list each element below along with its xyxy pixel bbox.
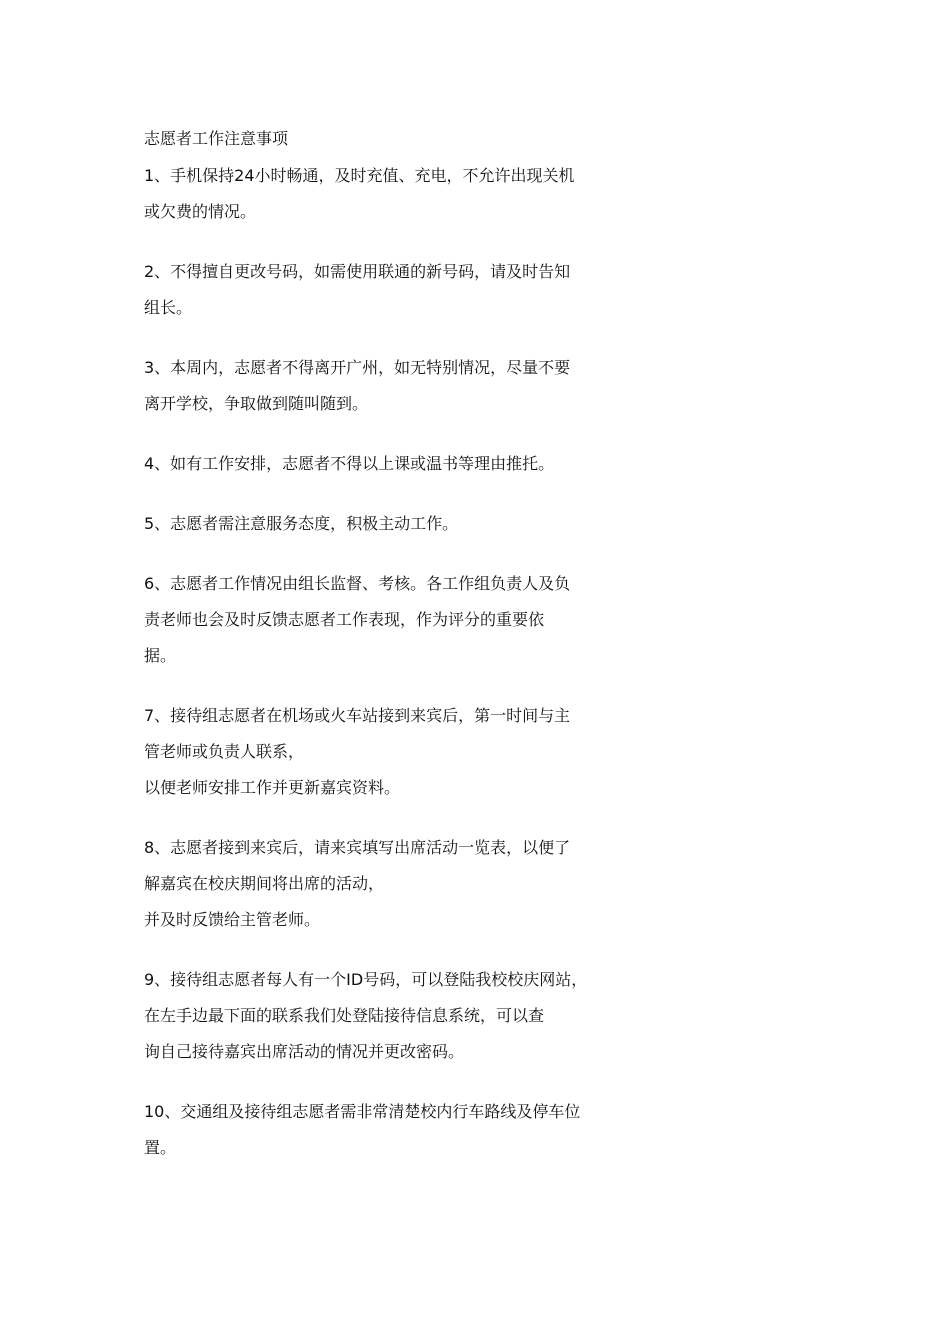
notice-item-line: 组长。 [144,298,193,317]
notice-item-line: 或欠费的情况。 [144,202,257,221]
notice-item [144,506,614,542]
document-body [144,126,614,1166]
notice-item [144,566,614,674]
notice-item-line: 置。 [144,1138,177,1157]
notice-list [144,158,614,1166]
notice-item-line: 以便老师安排工作并更新嘉宾资料。 [144,778,401,797]
paragraph-gap [144,674,614,698]
paragraph-gap [144,482,614,506]
notice-item-line: 2、不得擅自更改号码，如需使用联通的新号码，请及时告知 [144,262,571,281]
notice-item-line: 离开学校，争取做到随叫随到。 [144,394,369,413]
notice-item-line: 并及时反馈给主管老师。 [144,910,321,929]
notice-item [144,830,614,938]
notice-item-line: 管老师或负责人联系， [144,742,305,761]
notice-item [144,698,614,806]
paragraph-gap [144,1070,614,1094]
paragraph-gap [144,422,614,446]
notice-item-line: 6、志愿者工作情况由组长监督、考核。各工作组负责人及负 [144,574,571,593]
notice-item-line: 7、接待组志愿者在机场或火车站接到来宾后，第一时间与主 [144,706,571,725]
notice-item [144,1094,614,1166]
notice-item-line: 询自己接待嘉宾出席活动的情况并更改密码。 [144,1042,465,1061]
notice-item-line: 解嘉宾在校庆期间将出席的活动， [144,874,385,893]
paragraph-gap [144,806,614,830]
document-title: 志愿者工作注意事项 [144,129,289,148]
notice-item [144,158,614,230]
notice-item-line: 9、接待组志愿者每人有一个ID号码，可以登陆我校校庆网站， [144,970,588,989]
notice-item-line: 责老师也会及时反馈志愿者工作表现，作为评分的重要依 [144,610,545,629]
paragraph-gap [144,542,614,566]
notice-item [144,962,614,1070]
notice-item [144,254,614,326]
notice-item-line: 3、本周内，志愿者不得离开广州，如无特别情况，尽量不要 [144,358,571,377]
paragraph-gap [144,326,614,350]
notice-item-line: 10、交通组及接待组志愿者需非常清楚校内行车路线及停车位 [144,1102,581,1121]
notice-item [144,446,614,482]
notice-item [144,350,614,422]
notice-item-line: 1、手机保持24小时畅通，及时充值、充电，不允许出现关机 [144,166,575,185]
notice-item-line: 据。 [144,646,177,665]
notice-item-line: 在左手边最下面的联系我们处登陆接待信息系统，可以查 [144,1006,545,1025]
notice-item-line: 4、如有工作安排，志愿者不得以上课或温书等理由推托。 [144,454,555,473]
notice-item-line: 8、志愿者接到来宾后，请来宾填写出席活动一览表，以便了 [144,838,571,857]
paragraph-gap [144,230,614,254]
paragraph-gap [144,938,614,962]
notice-item-line: 5、志愿者需注意服务态度，积极主动工作。 [144,514,459,533]
